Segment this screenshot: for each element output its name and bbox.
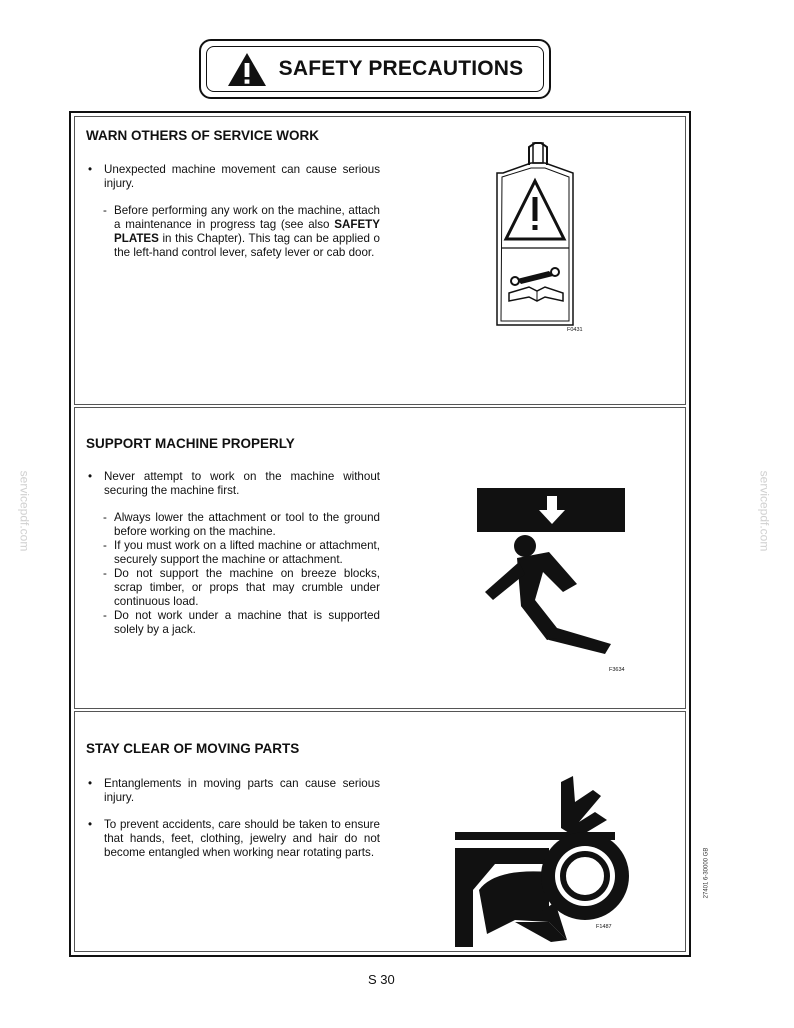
title-box: [199, 39, 551, 99]
crush-hazard-icon: [477, 488, 627, 663]
section-warn-others: [74, 116, 686, 405]
figure-code: F1487: [596, 924, 612, 930]
dash-item: [88, 204, 380, 260]
title-inner: [206, 46, 544, 92]
bullet-item: • Unexpected machine movement can cause serious injury.: [88, 163, 380, 191]
dash-text-before: Before performing any work on the machine, attach a maintenance in progress tag (see also: [114, 204, 380, 231]
dash-item: - Do not work under a machine that is supported solely by a jack.: [88, 609, 380, 637]
section-heading: STAY CLEAR OF MOVING PARTS: [86, 741, 300, 756]
bullet-item: • To prevent accidents, care should be taken to ensure that hands, feet, clothing, jewelry and hair do not become entangled when working near rotating parts.: [88, 818, 380, 860]
page-number: S 30: [368, 972, 395, 987]
dash-item: - Do not support the machine on breeze blocks, scrap timber, or props that may crumble under continuous load.: [88, 567, 380, 609]
section-body: [88, 163, 380, 260]
dash-text-after: in this Chapter). This tag can be applied o the left-hand control lever, safety lever or cab door.: [114, 232, 380, 259]
section-heading: WARN OTHERS OF SERVICE WORK: [86, 128, 320, 143]
bullet-item: • Never attempt to work on the machine without securing the machine first.: [88, 470, 380, 498]
bullet-item: • Entanglements in moving parts can cause serious injury.: [88, 777, 380, 805]
maintenance-tag-icon: [493, 141, 583, 336]
figure-code: F0431: [567, 327, 583, 333]
page-title: SAFETY PRECAUTIONS: [278, 57, 524, 80]
dash-item: - Always lower the attachment or tool to the ground before working on the machine.: [88, 511, 380, 539]
section-moving-parts: [74, 711, 686, 952]
dash-item: - If you must work on a lifted machine or attachment, securely support the machine or attachment.: [88, 539, 380, 567]
section-heading: SUPPORT MACHINE PROPERLY: [86, 436, 295, 451]
figure-code: F3634: [609, 667, 625, 673]
section-support-machine: [74, 407, 686, 709]
section-body: [88, 777, 380, 860]
watermark-left: servicepdf.com: [17, 470, 32, 552]
watermark-right: servicepdf.com: [757, 470, 772, 552]
side-code: 27401 6-30000 GB: [703, 847, 710, 899]
dash-text-bold: SAFETY PLATES: [114, 218, 380, 245]
warning-triangle-icon: [227, 52, 267, 87]
section-body: [88, 470, 380, 637]
